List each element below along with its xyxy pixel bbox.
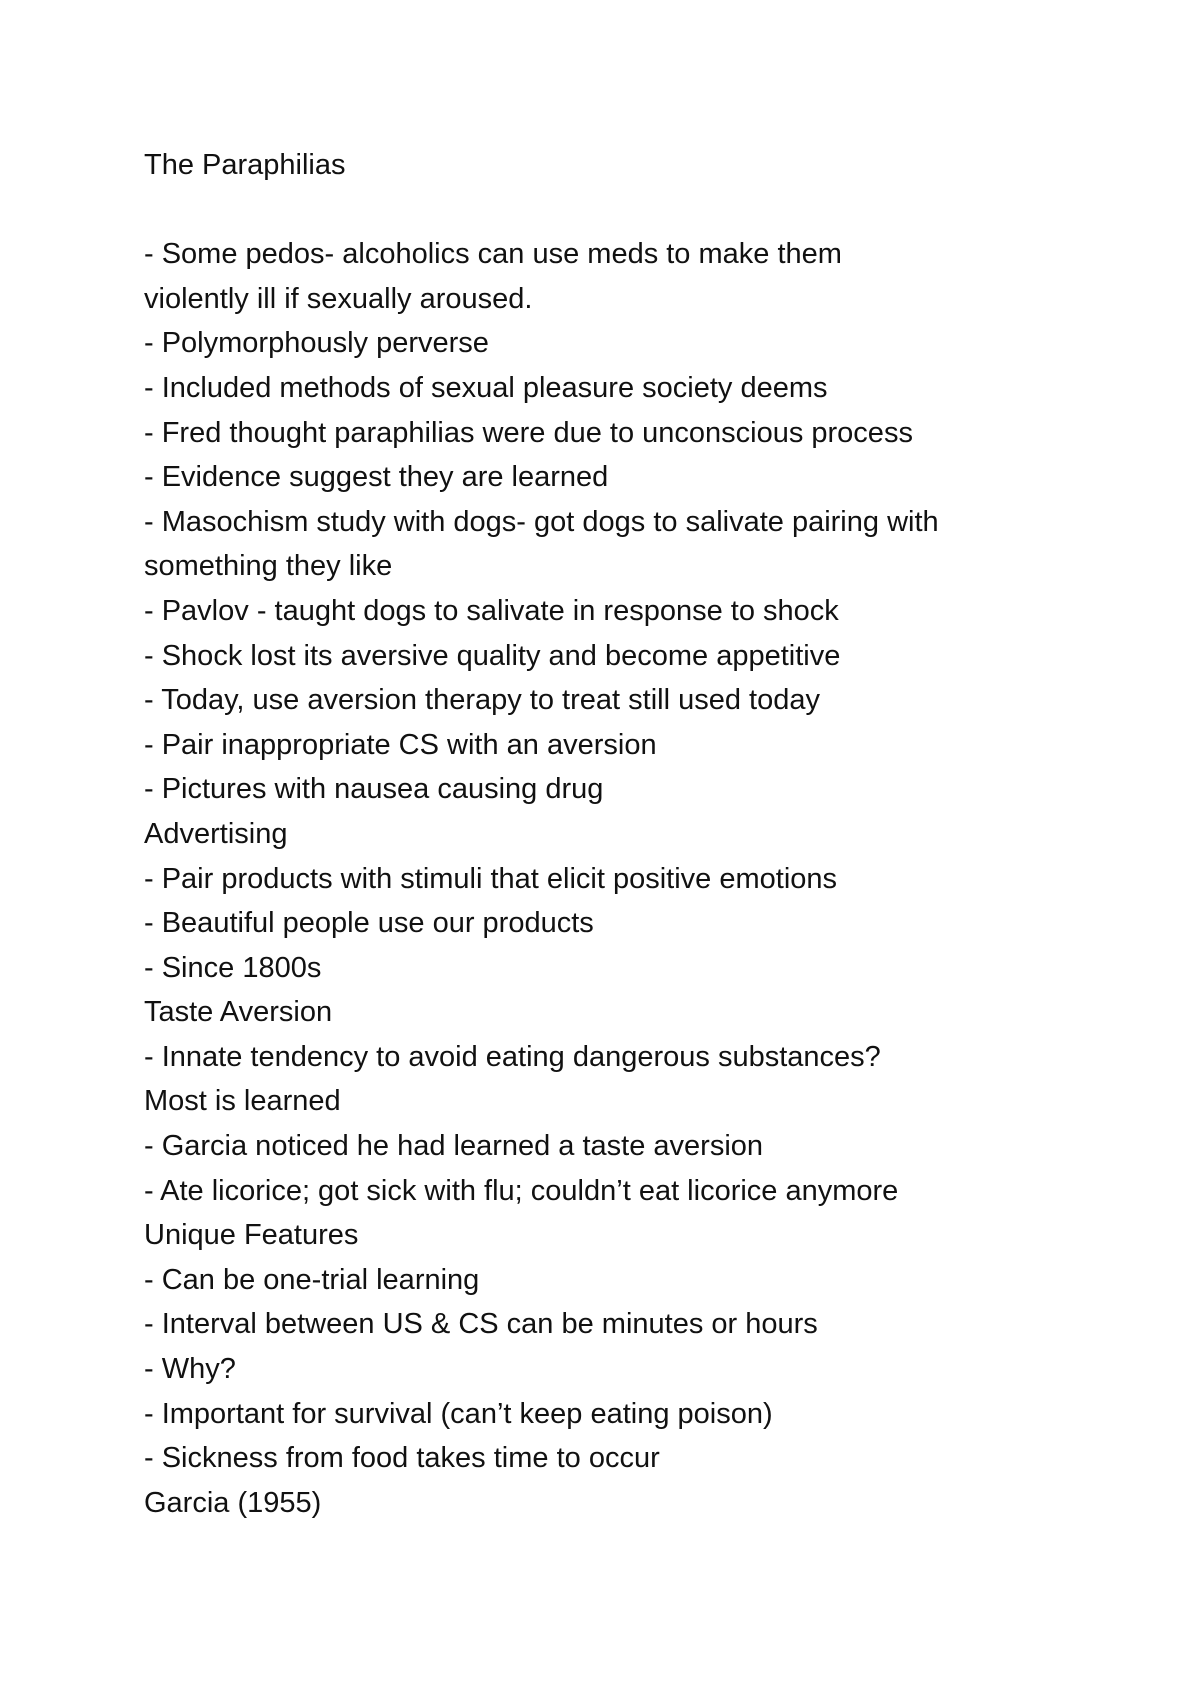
note-line: - Polymorphously perverse (144, 327, 489, 360)
note-line: - Included methods of sexual pleasure society deems (144, 371, 828, 404)
note-line: - Some pedos- alcoholics can use meds to make them (144, 238, 842, 271)
note-line: - Pair inappropriate CS with an aversion (144, 728, 657, 761)
document-body (144, 143, 1104, 1525)
note-line: - Interval between US & CS can be minutes or hours (144, 1308, 818, 1341)
note-line: - Garcia noticed he had learned a taste aversion (144, 1130, 764, 1163)
note-line: violently ill if sexually aroused. (144, 282, 533, 315)
note-line: - Fred thought paraphilias were due to unconscious process (144, 416, 913, 449)
note-line: something they like (144, 550, 393, 583)
note-line: - Important for survival (can’t keep eating poison) (144, 1397, 773, 1430)
note-line: Taste Aversion (144, 996, 333, 1029)
document-title: The Paraphilias (144, 149, 346, 181)
note-line: - Since 1800s (144, 951, 322, 984)
note-line: - Shock lost its aversive quality and become appetitive (144, 639, 841, 672)
note-line: - Pair products with stimuli that elicit positive emotions (144, 862, 838, 895)
note-line: - Innate tendency to avoid eating dangerous substances? (144, 1040, 881, 1073)
note-line: Advertising (144, 817, 288, 850)
note-line: - Pavlov - taught dogs to salivate in response to shock (144, 594, 839, 627)
note-line: - Masochism study with dogs- got dogs to salivate pairing with (144, 505, 939, 538)
note-line: Garcia (1955) (144, 1486, 322, 1519)
note-line: Unique Features (144, 1219, 359, 1252)
note-line: Most is learned (144, 1085, 341, 1118)
note-line: - Sickness from food takes time to occur (144, 1442, 660, 1475)
note-line: - Ate licorice; got sick with flu; couldn’t eat licorice anymore (144, 1174, 899, 1207)
note-line: - Beautiful people use our products (144, 907, 594, 940)
note-line: - Can be one-trial learning (144, 1263, 480, 1296)
blank-line (144, 188, 1104, 233)
note-line: - Evidence suggest they are learned (144, 461, 609, 494)
note-line: - Pictures with nausea causing drug (144, 773, 604, 806)
notes-list (144, 232, 1104, 1525)
note-line: - Why? (144, 1353, 236, 1386)
note-line: - Today, use aversion therapy to treat still used today (144, 684, 820, 717)
